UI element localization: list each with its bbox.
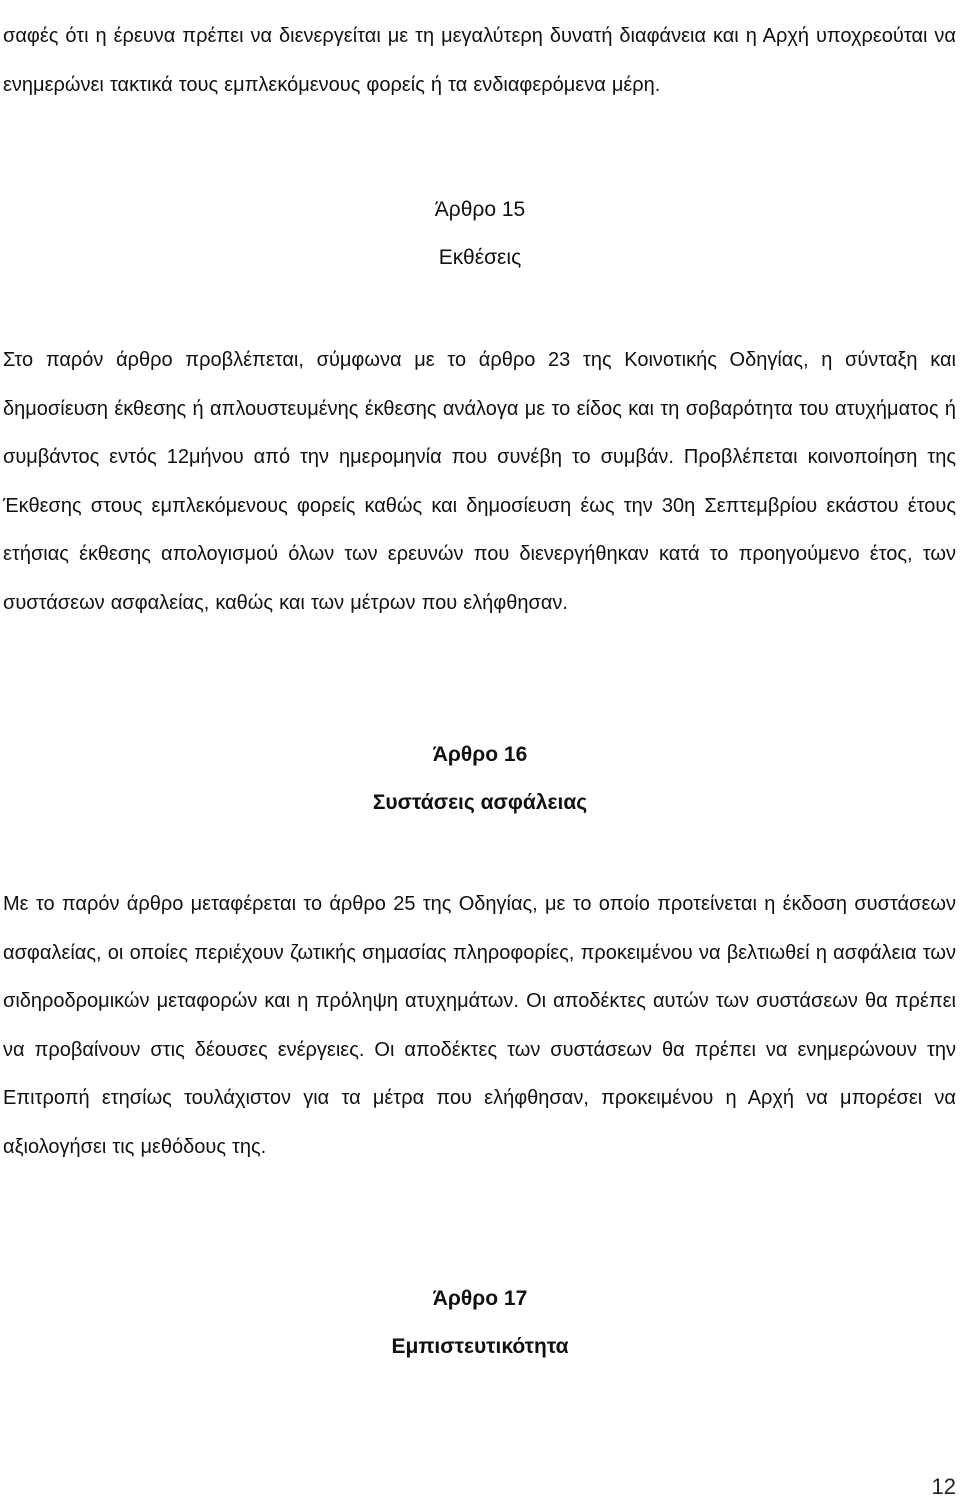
page-number: 12 (931, 1474, 956, 1499)
intro-paragraph: σαφές ότι η έρευνα πρέπει να διενεργείται με τη μεγαλύτερη δυνατή διαφάνεια και η Αρχή υποχρεούται να ενημερώνει τακτικά τους εμπλεκόμενους φορείς ή τα ενδιαφερόμενα μέρη. (3, 25, 956, 96)
article-16-number: Άρθρο 16 (432, 743, 528, 766)
article-17-title: Εμπιστευτικότητα (391, 1335, 569, 1358)
article-15-title: Εκθέσεις (438, 246, 522, 269)
article-15-number: Άρθρο 15 (434, 198, 526, 221)
article-15-paragraph: Στο παρόν άρθρο προβλέπεται, σύμφωνα με το άρθρο 23 της Κοινοτικής Οδηγίας, η σύνταξη και δημοσίευση έκθεσης ή απλουστευμένης έκθεσης ανάλογα με το είδος και τη σοβαρότητα του ατυχήματος ή συμβάντος εντός 12μήνου από την ημερομηνία που συνέβη το συμβάν. Προβλέπεται κοινοποίηση της Έκθεσης στους εμπλεκόμενους φορείς καθώς και δημοσίευση έως την 30η Σεπτεμβρίου εκάστου έτους ετήσιας έκθεσης απολογισμού όλων των ερευνών που διενεργήθηκαν κατά το προηγούμενο έτος, των συστάσεων ασφαλείας, καθώς και των μέτρων που ελήφθησαν. (3, 349, 956, 614)
article-16-title: Συστάσεις ασφάλειας (372, 791, 588, 814)
article-16-paragraph: Με το παρόν άρθρο μεταφέρεται το άρθρο 25 της Οδηγίας, με το οποίο προτείνεται η έκδοση συστάσεων ασφαλείας, οι οποίες περιέχουν ζωτικής σημασίας πληροφορίες, προκειμένου να βελτιωθεί η ασφάλεια των σιδηροδρομικών μεταφορών και η πρόληψη ατυχημάτων. Οι αποδέκτες αυτών των συστάσεων θα πρέπει να προβαίνουν στις δέουσες ενέργειες. Οι αποδέκτες των συστάσεων θα πρέπει να ενημερώνουν την Επιτροπή ετησίως τουλάχιστον για τα μέτρα που ελήφθησαν, προκειμένου η Αρχή να μπορέσει να αξιολογήσει τις μεθόδους της. (3, 893, 956, 1158)
article-17-number: Άρθρο 17 (432, 1287, 528, 1310)
